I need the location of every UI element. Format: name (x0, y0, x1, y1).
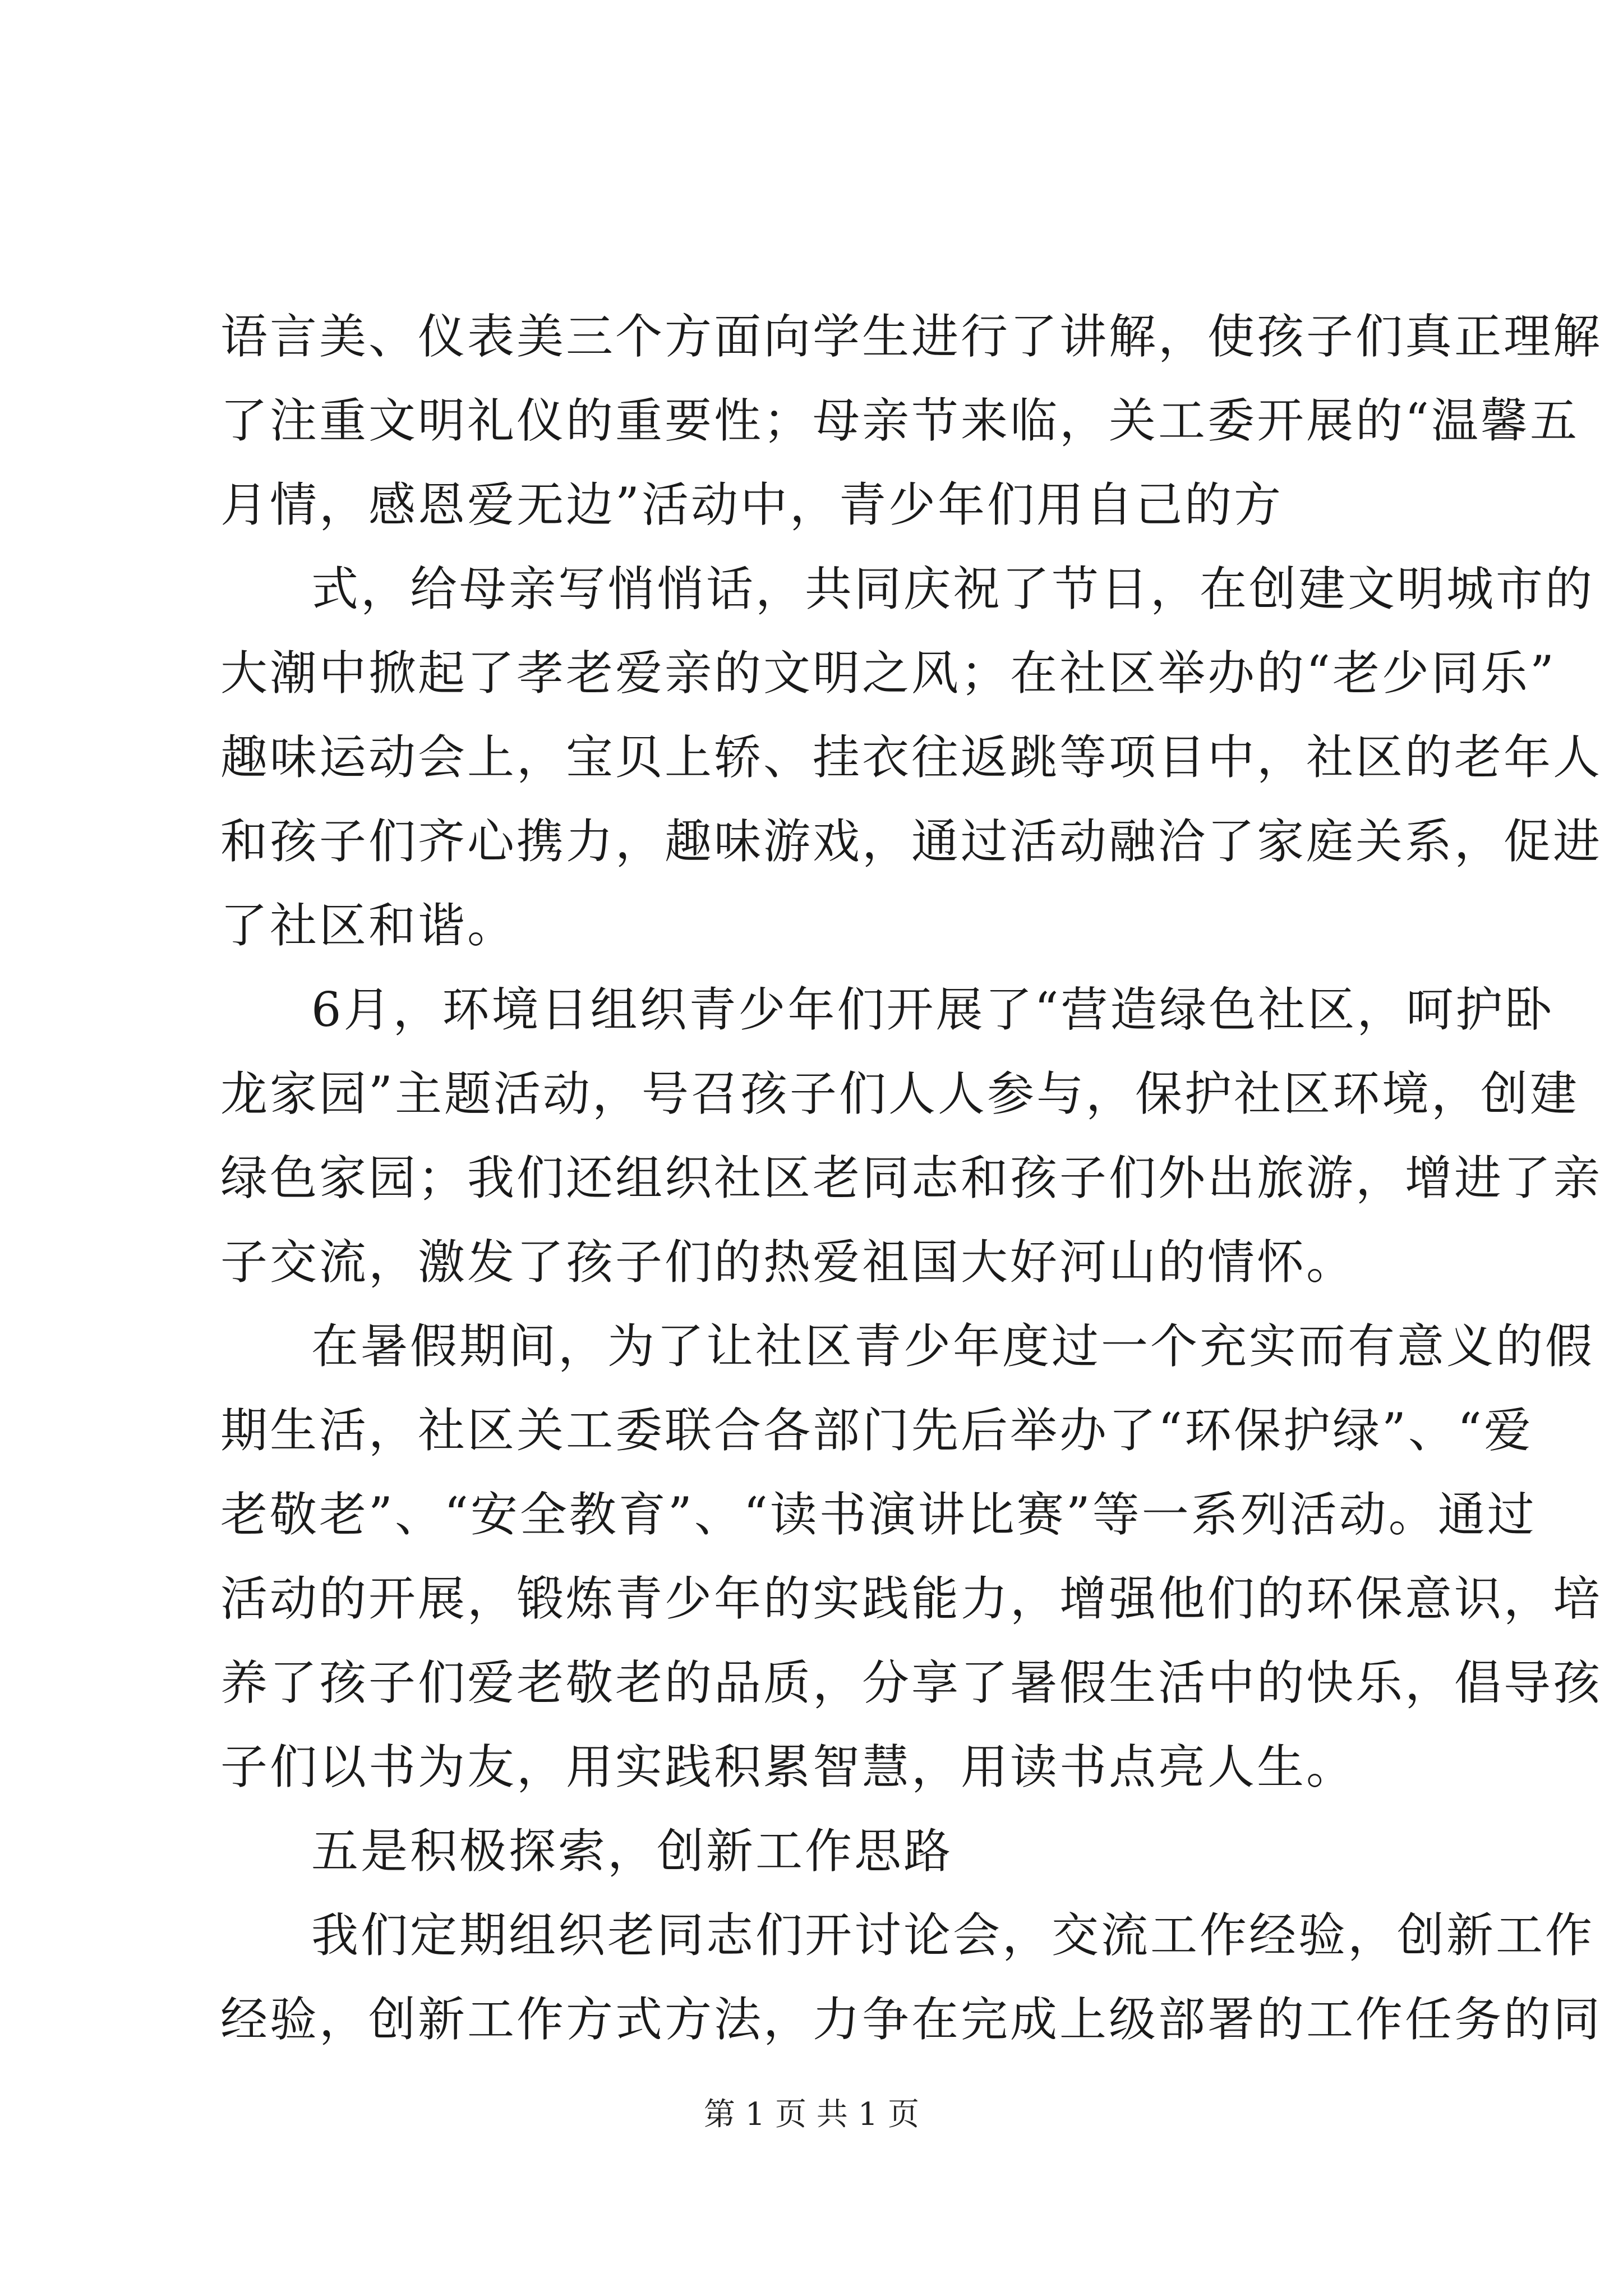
text-line: 了注重文明礼仪的重要性；母亲节来临，关工委开展的“温馨五 (220, 393, 1579, 448)
paragraph-start-line: 我们定期组织老同志们开讨论会，交流工作经验，创新工作 (311, 1908, 1595, 1963)
text-line: 大潮中掀起了孝老爱亲的文明之风；在社区举办的“老少同乐” (220, 646, 1556, 701)
text-line: 经验，创新工作方式方法，力争在完成上级部署的工作任务的同 (220, 1992, 1603, 2047)
text-line: 语言美、仪表美三个方面向学生进行了讲解，使孩子们真正理解 (220, 309, 1603, 364)
text-line: 子交流，激发了孩子们的热爱祖国大好河山的情怀。 (220, 1235, 1356, 1290)
text-line: 龙家园”主题活动，号召孩子们人人参与，保护社区环境，创建 (220, 1066, 1579, 1121)
text-line: 活动的开展，锻炼青少年的实践能力，增强他们的环保意识，培 (220, 1571, 1603, 1626)
paragraph-start-line: 6月，环境日组织青少年们开展了“营造绿色社区，呵护卧 (311, 982, 1555, 1037)
paragraph-start-line: 在暑假期间，为了让社区青少年度过一个充实而有意义的假 (311, 1319, 1595, 1374)
paragraph-start-line: 式，给母亲写悄悄话，共同庆祝了节日，在创建文明城市的 (311, 562, 1595, 616)
text-line: 期生活，社区关工委联合各部门先后举办了“环保护绿”、“爱 (220, 1403, 1533, 1458)
text-line: 了社区和谐。 (220, 898, 517, 953)
section-heading: 五是积极探索，创新工作思路 (311, 1824, 953, 1879)
text-line: 老敬老”、“安全教育”、“读书演讲比赛”等一系列活动。通过 (220, 1487, 1537, 1542)
text-line: 和孩子们齐心携力，趣味游戏，通过活动融洽了家庭关系，促进 (220, 814, 1603, 869)
text-line: 趣味运动会上，宝贝上轿、挂衣往返跳等项目中，社区的老年人 (220, 730, 1603, 785)
text-line: 绿色家园；我们还组织社区老同志和孩子们外出旅游，增进了亲 (220, 1151, 1603, 1205)
page-number-footer: 第 1 页 共 1 页 (703, 2096, 920, 2133)
text-line: 子们以书为友，用实践积累智慧，用读书点亮人生。 (220, 1740, 1356, 1795)
text-line: 月情，感恩爱无边”活动中，青少年们用自己的方 (220, 477, 1283, 532)
text-line: 养了孩子们爱老敬老的品质，分享了暑假生活中的快乐，倡导孩 (220, 1655, 1603, 1710)
